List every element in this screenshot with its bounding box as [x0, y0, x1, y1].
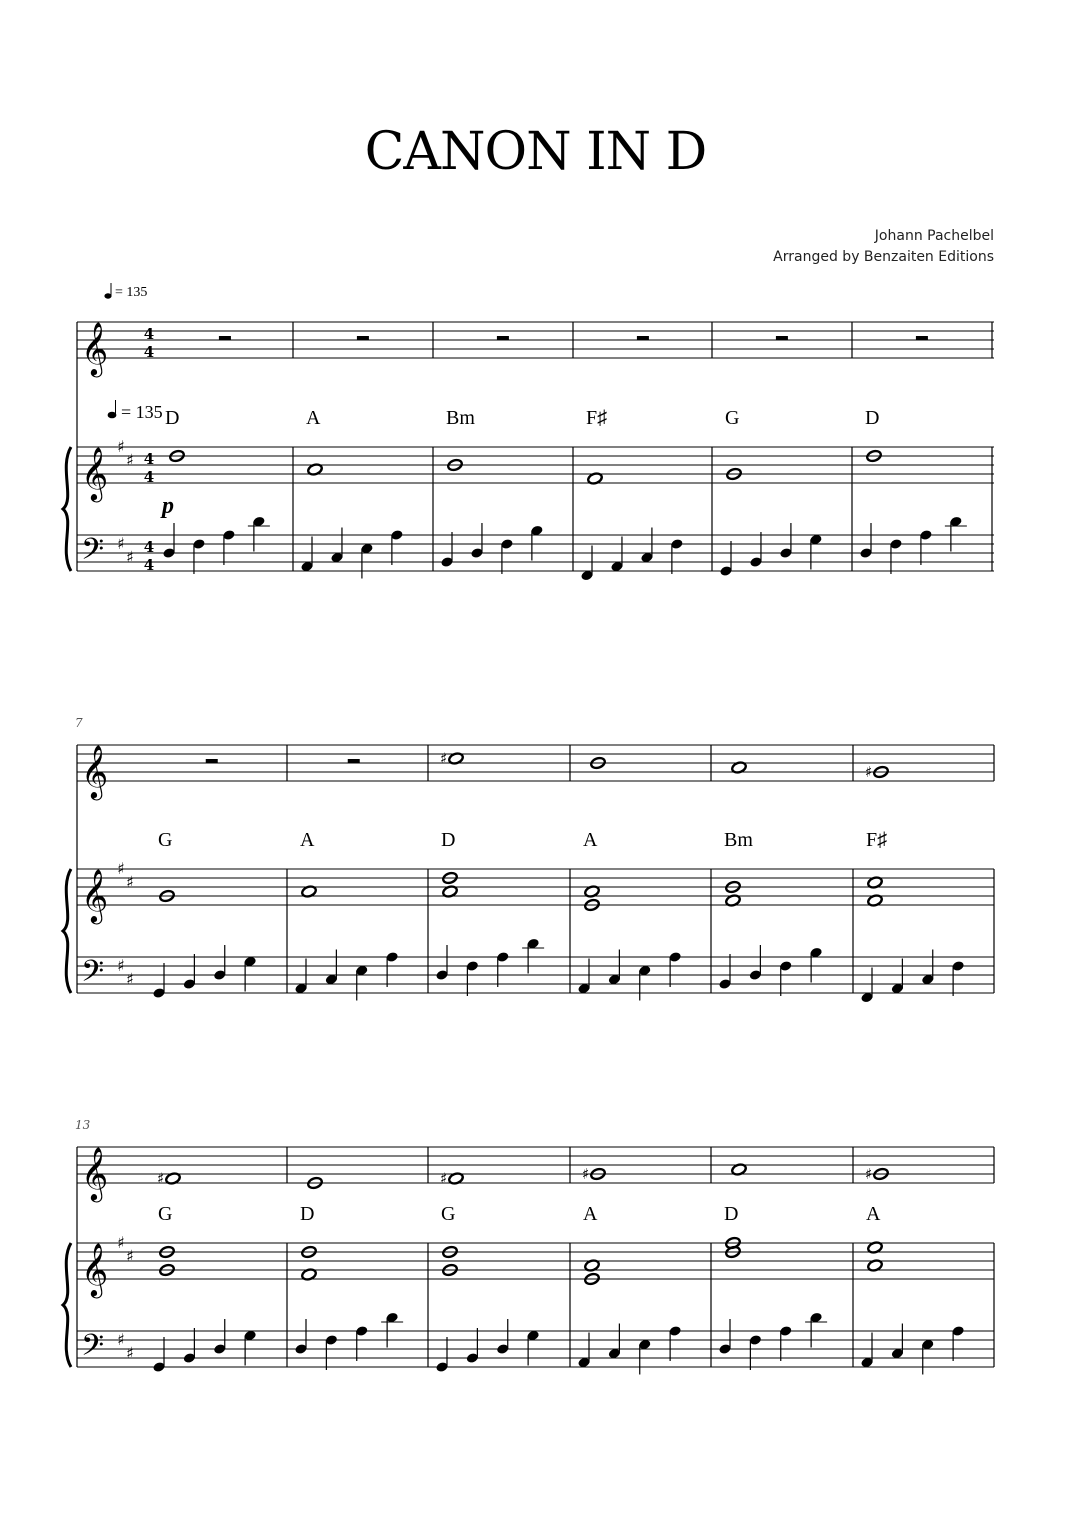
chord-symbol: G	[158, 1203, 173, 1225]
whole-rest	[206, 759, 218, 763]
accidental-sharp: ♯	[865, 1165, 873, 1183]
accidental-sharp: ♯	[582, 1165, 590, 1183]
piano-brace	[63, 1243, 71, 1367]
chord-symbol: A	[300, 829, 315, 851]
chord-symbol: F♯	[866, 829, 888, 851]
chord-symbol: F♯	[586, 407, 608, 429]
key-sharp: ♯	[126, 1343, 134, 1363]
treble-clef-icon: 𝄞	[81, 744, 109, 798]
treble-clef-icon: 𝄞	[81, 868, 109, 922]
chord-symbol: G	[441, 1203, 456, 1225]
whole-rest	[357, 336, 369, 340]
chord-symbol: A	[306, 407, 321, 429]
time-sig-top: 4	[143, 325, 155, 343]
treble-clef-icon: 𝄞	[81, 1146, 109, 1200]
key-sharp: ♯	[126, 450, 134, 470]
time-sig-top: 4	[143, 450, 155, 468]
key-sharp: ♯	[117, 956, 125, 975]
whole-rest	[776, 336, 788, 340]
chord-symbol: G	[158, 829, 173, 851]
key-sharp: ♯	[117, 1233, 125, 1252]
measure-number: 7	[75, 716, 83, 730]
accidental-sharp: ♯	[440, 1169, 448, 1188]
key-sharp: ♯	[126, 969, 134, 989]
score-title: CANON IN D	[364, 122, 707, 182]
whole-rest	[637, 336, 649, 340]
time-sig-bottom: 4	[143, 343, 155, 361]
dynamic-piano: p	[162, 493, 174, 519]
chord-symbol: D	[441, 829, 456, 851]
tempo-marking: = 135	[115, 285, 148, 300]
chord-symbol: Bm	[724, 829, 753, 851]
chord-symbol: A	[583, 829, 598, 851]
piano-brace	[63, 869, 71, 993]
measure-number: 13	[75, 1118, 91, 1132]
key-sharp: ♯	[117, 859, 125, 878]
chord-symbol: A	[866, 1203, 881, 1225]
accidental-sharp: ♯	[865, 763, 873, 781]
time-sig-bottom: 4	[143, 468, 155, 486]
chord-symbol: Bm	[446, 407, 475, 429]
whole-rest	[219, 336, 231, 340]
treble-clef-icon: 𝄞	[81, 321, 109, 375]
key-sharp: ♯	[126, 1246, 134, 1266]
key-sharp: ♯	[126, 547, 134, 567]
bass-clef-icon: 𝄢	[81, 1329, 105, 1370]
key-sharp: ♯	[117, 1330, 125, 1349]
whole-rest	[348, 759, 360, 763]
time-sig-bottom: 4	[143, 556, 155, 574]
chord-symbol: D	[300, 1203, 315, 1225]
time-sig-top: 4	[143, 538, 155, 556]
chord-symbol: D	[165, 407, 180, 429]
key-sharp: ♯	[117, 437, 125, 456]
bass-clef-icon: 𝄢	[81, 533, 105, 574]
chord-symbol: G	[725, 407, 740, 429]
treble-clef-icon: 𝄞	[81, 446, 109, 500]
whole-rest	[497, 336, 509, 340]
chord-symbol: D	[724, 1203, 739, 1225]
tempo-marking: = 135	[121, 402, 163, 422]
whole-rest	[916, 336, 928, 340]
accidental-sharp: ♯	[157, 1169, 165, 1188]
key-sharp: ♯	[126, 872, 134, 892]
accidental-sharp: ♯	[440, 749, 448, 768]
chord-symbol: D	[865, 407, 880, 429]
arranger: Arranged by Benzaiten Editions	[773, 249, 994, 265]
piano-brace	[63, 447, 71, 571]
key-sharp: ♯	[117, 534, 125, 553]
chord-symbol: A	[583, 1203, 598, 1225]
composer: Johann Pachelbel	[874, 228, 994, 244]
treble-clef-icon: 𝄞	[81, 1242, 109, 1296]
bass-clef-icon: 𝄢	[81, 955, 105, 996]
